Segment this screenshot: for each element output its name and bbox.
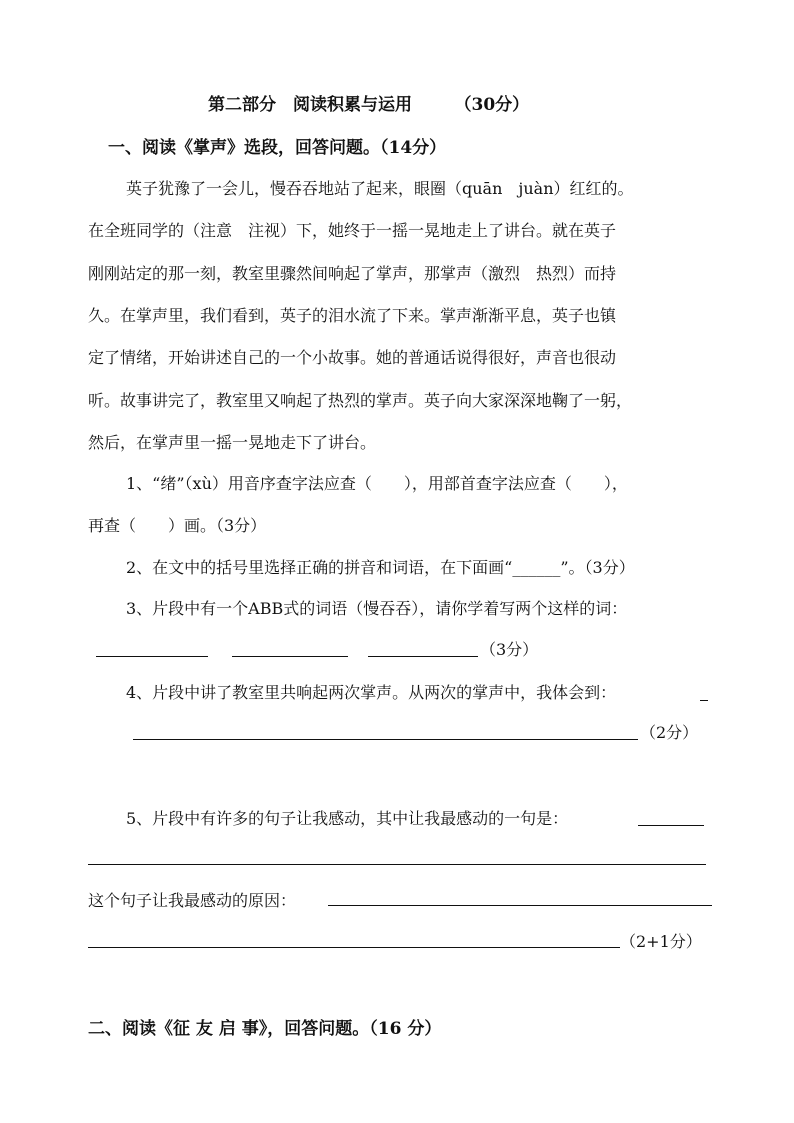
- answer-blank[interactable]: [88, 947, 620, 948]
- question-1-line1: 1、“绪”（xù）用音序查字法应查（ ），用部首查字法应查（ ），: [126, 474, 628, 493]
- answer-blank[interactable]: [96, 656, 208, 657]
- question-2: 2、在文中的括号里选择正确的拼音和词语，在下面画“______”。（3分）: [126, 558, 635, 577]
- question-5-reason: 这个句子让我最感动的原因：: [88, 891, 297, 910]
- part2-heading: 二、阅读《征 友 启 事》，回答问题。（16 分）: [88, 1019, 442, 1039]
- question-1-line2: 再查（ ）画。（3分）: [88, 516, 267, 535]
- passage-line: 英子犹豫了一会儿，慢吞吞地站了起来，眼圈（quān juàn）红红的。: [126, 179, 634, 198]
- passage-line: 久。在掌声里，我们看到，英子的泪水流了下来。掌声渐渐平息，英子也镇: [88, 306, 617, 325]
- passage-line: 在全班同学的（注意 注视）下，她终于一摇一晃地走上了讲台。就在英子: [88, 221, 617, 240]
- passage-line: 定了情绪，开始讲述自己的一个小故事。她的普通话说得很好，声音也很动: [88, 348, 617, 367]
- passage-line: 然后，在掌声里一摇一晃地走下了讲台。: [88, 433, 377, 452]
- answer-blank[interactable]: [368, 656, 478, 657]
- passage-line: 刚刚站定的那一刻，教室里骤然间响起了掌声，那掌声（激烈 热烈）而持: [88, 264, 617, 283]
- answer-blank[interactable]: [700, 700, 708, 701]
- answer-blank[interactable]: [638, 825, 704, 826]
- question-3-line1: 3、片段中有一个ABB式的词语（慢吞吞），请你学着写两个这样的词：: [126, 599, 628, 618]
- question-4-score: （2分）: [640, 723, 699, 742]
- answer-blank[interactable]: [232, 656, 348, 657]
- answer-blank[interactable]: [328, 905, 712, 906]
- section-title: 第二部分 阅读积累与运用 （30分）: [208, 95, 530, 115]
- passage-line: 听。故事讲完了，教室里又响起了热烈的掌声。英子向大家深深地鞠了一躬，: [88, 391, 633, 410]
- question-4-line1: 4、片段中讲了教室里共响起两次掌声。从两次的掌声中，我体会到：: [126, 683, 617, 702]
- answer-blank[interactable]: [88, 864, 706, 865]
- question-5-score: （2+1分）: [620, 932, 702, 951]
- question-5-line1: 5、片段中有许多的句子让我感动，其中让我最感动的一句是：: [126, 809, 569, 828]
- answer-blank[interactable]: [133, 739, 638, 740]
- question-3-score: （3分）: [480, 640, 539, 659]
- part1-heading: 一、阅读《掌声》选段，回答问题。（14分）: [108, 138, 447, 158]
